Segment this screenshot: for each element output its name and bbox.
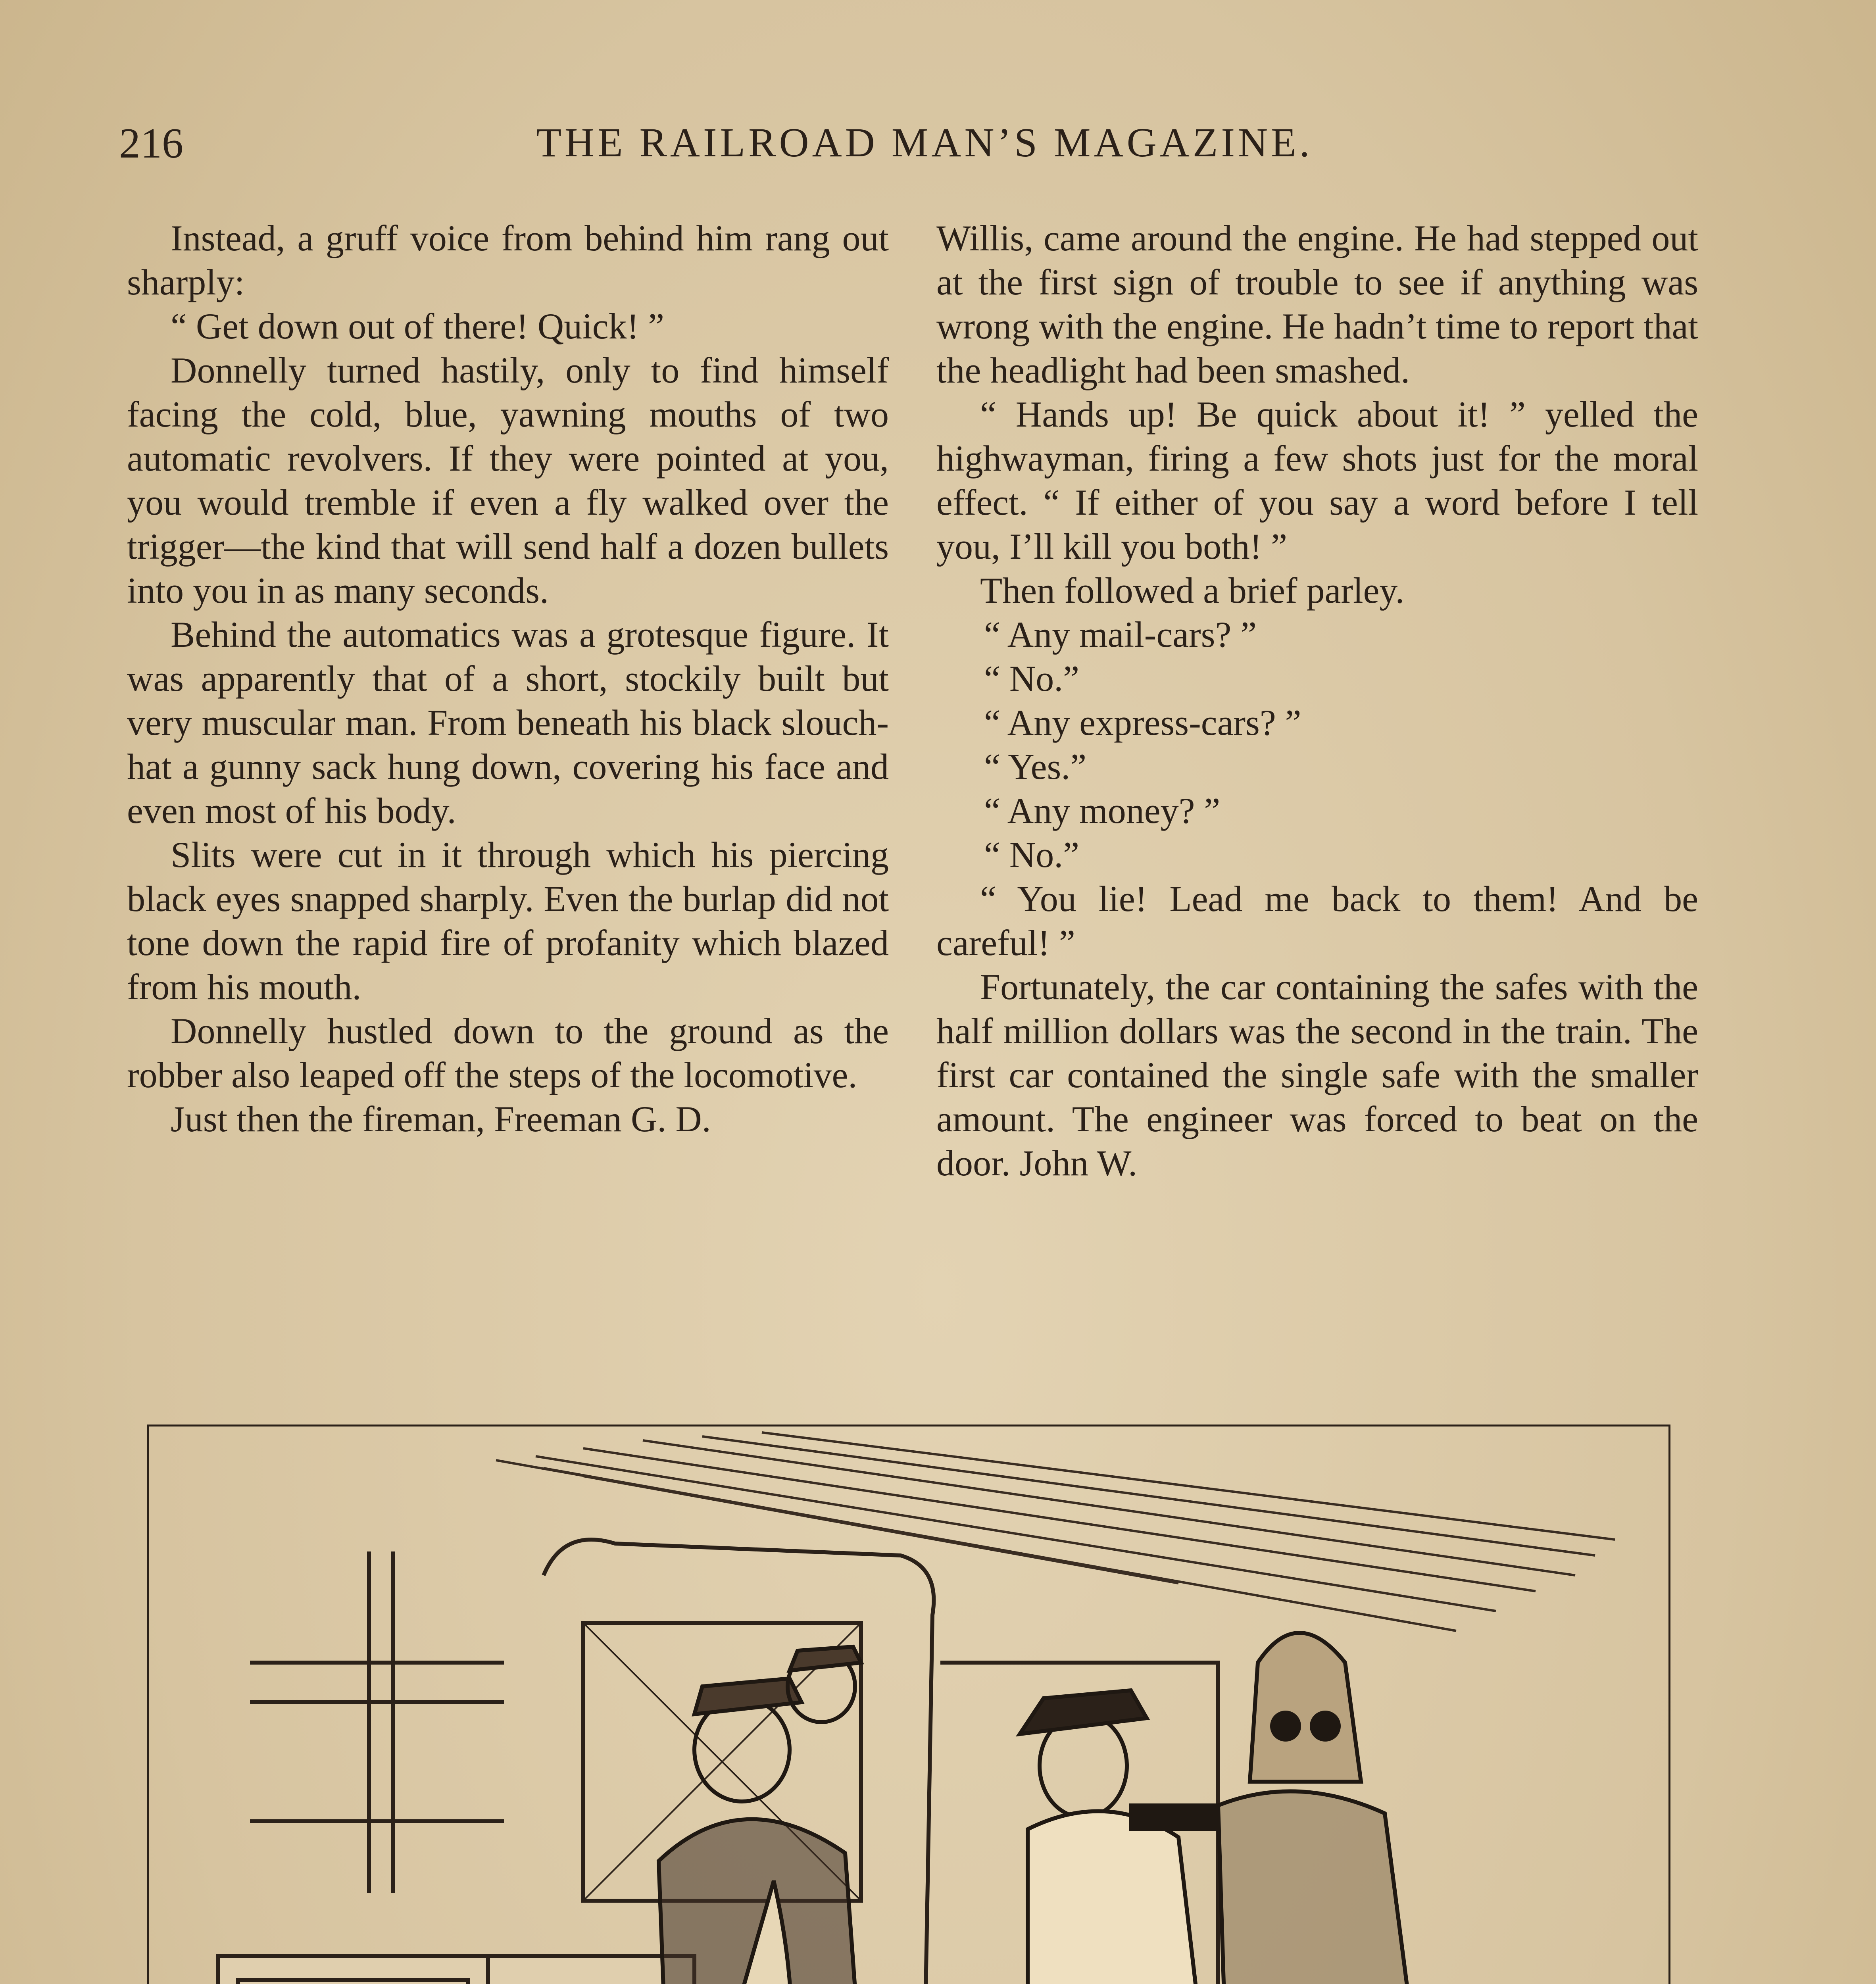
paragraph: Slits were cut in it through which his piercing black eyes snapped sharply. Even the burlap did not tone down the rapid fire of profanity which blazed from his mouth. xyxy=(127,834,889,1007)
text-column-left xyxy=(127,216,889,1141)
paragraph: Just then the fireman, Freeman G. D. xyxy=(171,1099,711,1139)
paragraph: Willis, came around the engine. He had stepped out at the first sign of trouble to see if anything was wrong with the engine. He hadn’t time to report that the headlight had been smashed. xyxy=(936,218,1698,390)
paragraph: Fortunately, the car containing the safes with the half million dollars was the second in the train. The first car contained the single safe with the smaller amount. The engineer was forced to beat on the door. John W. xyxy=(936,967,1698,1183)
page-header xyxy=(119,119,1730,183)
paragraph: Then followed a brief parley. xyxy=(980,570,1405,611)
article-body xyxy=(127,216,1698,1367)
paragraph: “ Hands up! Be quick about it! ” yelled the highwayman, firing a few shots just for the moral effect. “ If either of you say a word before I tell you, I’ll kill you both! ” xyxy=(936,394,1698,567)
paragraph: “ Any mail-cars? ” xyxy=(984,614,1257,655)
paragraph: Donnelly hustled down to the ground as the robber also leaped off the steps of the locomotive. xyxy=(127,1011,889,1095)
paragraph: “ You lie! Lead me back to them! And be careful! ” xyxy=(936,879,1698,963)
paragraph: “ No.” xyxy=(984,834,1080,875)
engineer-figure xyxy=(960,1690,1218,1984)
paragraph: Instead, a gruff voice from behind him rang out sharply: xyxy=(127,218,889,302)
paragraph: “ Any express-cars? ” xyxy=(984,702,1301,743)
paragraph: Behind the automatics was a grotesque figure. It was apparently that of a short, stockily built but very muscular man. From beneath his black slouch-hat a gunny sack hung down, covering his face and even most of his body. xyxy=(127,614,889,831)
page-number: 216 xyxy=(119,120,183,167)
text-column-right xyxy=(936,216,1698,1185)
train-robbery-illustration xyxy=(147,1425,1670,1984)
expressman-figure xyxy=(659,1647,869,1984)
magazine-title: THE RAILROAD MAN’S MAGAZINE. xyxy=(536,120,1313,165)
paragraph: Donnelly turned hastily, only to find himself facing the cold, blue, yawning mouths of two automatic revolvers. If they were pointed at you, you would tremble if even a fly walked over the trigger—the kind that will send half a dozen bullets into you in as many seconds. xyxy=(127,350,889,611)
paragraph: “ No.” xyxy=(984,658,1080,699)
safe xyxy=(206,1956,710,1984)
paragraph: “ Get down out of there! Quick! ” xyxy=(171,306,665,346)
paragraph: “ Any money? ” xyxy=(984,790,1221,831)
paragraph: “ Yes.” xyxy=(984,746,1087,787)
illustration xyxy=(147,1425,1670,1984)
